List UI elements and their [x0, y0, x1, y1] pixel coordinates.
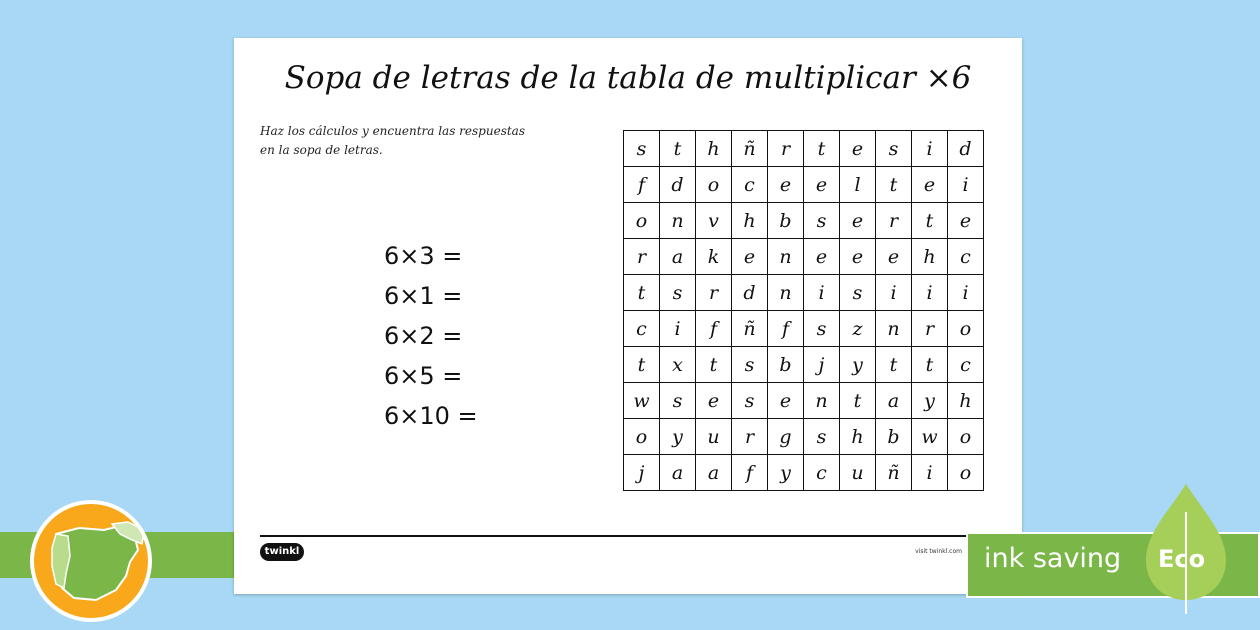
grid-cell: y: [912, 383, 948, 419]
grid-cell: e: [696, 383, 732, 419]
grid-cell: s: [732, 347, 768, 383]
grid-row: [624, 419, 984, 455]
grid-cell: o: [624, 419, 660, 455]
instructions-line-2: en la sopa de letras.: [260, 143, 383, 157]
grid-cell: c: [948, 347, 984, 383]
grid-cell: r: [732, 419, 768, 455]
grid-cell: n: [660, 203, 696, 239]
grid-cell: d: [732, 275, 768, 311]
grid-cell: t: [804, 131, 840, 167]
grid-cell: d: [948, 131, 984, 167]
grid-cell: c: [804, 455, 840, 491]
grid-cell: s: [876, 131, 912, 167]
grid-cell: t: [876, 347, 912, 383]
grid-cell: n: [876, 311, 912, 347]
grid-row: [624, 455, 984, 491]
grid-cell: e: [804, 239, 840, 275]
instructions: [260, 122, 590, 160]
grid-cell: w: [912, 419, 948, 455]
grid-cell: h: [840, 419, 876, 455]
grid-row: [624, 203, 984, 239]
grid-cell: e: [876, 239, 912, 275]
problem-item: 6×3 =: [384, 242, 463, 270]
grid-cell: t: [840, 383, 876, 419]
grid-cell: b: [768, 347, 804, 383]
grid-cell: f: [696, 311, 732, 347]
problem-item: 6×1 =: [384, 282, 463, 310]
grid-cell: c: [948, 239, 984, 275]
grid-cell: a: [660, 239, 696, 275]
grid-row: [624, 311, 984, 347]
problem-list: [384, 236, 504, 436]
grid-row: [624, 383, 984, 419]
grid-cell: a: [660, 455, 696, 491]
twinkl-logo: twinkl: [260, 543, 304, 561]
grid-cell: t: [660, 131, 696, 167]
grid-cell: c: [732, 167, 768, 203]
grid-cell: r: [696, 275, 732, 311]
grid-cell: o: [948, 311, 984, 347]
grid-cell: y: [660, 419, 696, 455]
grid-row: [624, 275, 984, 311]
grid-cell: d: [660, 167, 696, 203]
spain-map-badge: [30, 500, 152, 622]
grid-cell: e: [804, 167, 840, 203]
spain-map-icon: [34, 504, 148, 618]
grid-cell: j: [624, 455, 660, 491]
grid-cell: z: [840, 311, 876, 347]
grid-cell: s: [804, 419, 840, 455]
grid-cell: t: [912, 203, 948, 239]
grid-cell: t: [696, 347, 732, 383]
grid-cell: i: [912, 275, 948, 311]
grid-cell: o: [948, 455, 984, 491]
grid-cell: f: [624, 167, 660, 203]
grid-row: [624, 131, 984, 167]
grid-cell: n: [804, 383, 840, 419]
grid-cell: s: [660, 383, 696, 419]
grid-cell: i: [660, 311, 696, 347]
grid-cell: k: [696, 239, 732, 275]
grid-cell: i: [948, 167, 984, 203]
grid-cell: s: [660, 275, 696, 311]
grid-cell: s: [840, 275, 876, 311]
grid-cell: y: [840, 347, 876, 383]
grid-cell: f: [768, 311, 804, 347]
grid-cell: e: [768, 167, 804, 203]
grid-cell: t: [624, 275, 660, 311]
grid-cell: u: [696, 419, 732, 455]
grid-cell: e: [840, 203, 876, 239]
word-search-grid: [623, 130, 984, 491]
grid-cell: e: [912, 167, 948, 203]
grid-cell: r: [768, 131, 804, 167]
footer-divider: [260, 535, 996, 537]
grid-cell: w: [624, 383, 660, 419]
grid-cell: a: [876, 383, 912, 419]
problem-item: 6×2 =: [384, 322, 463, 350]
grid-cell: ñ: [732, 311, 768, 347]
grid-cell: n: [768, 239, 804, 275]
grid-cell: l: [840, 167, 876, 203]
problem-item: 6×5 =: [384, 362, 463, 390]
grid-cell: e: [840, 131, 876, 167]
grid-cell: r: [624, 239, 660, 275]
grid-cell: s: [804, 311, 840, 347]
grid-cell: h: [696, 131, 732, 167]
grid-cell: s: [732, 383, 768, 419]
instructions-line-1: Haz los cálculos y encuentra las respuestas: [260, 124, 525, 138]
grid-cell: i: [948, 275, 984, 311]
grid-cell: v: [696, 203, 732, 239]
grid-cell: t: [876, 167, 912, 203]
grid-cell: ñ: [876, 455, 912, 491]
grid-cell: h: [948, 383, 984, 419]
worksheet-page: [234, 38, 1022, 594]
grid-cell: i: [912, 131, 948, 167]
grid-cell: b: [876, 419, 912, 455]
grid-cell: j: [804, 347, 840, 383]
ink-saving-label: ink saving: [984, 543, 1122, 574]
grid-cell: e: [840, 239, 876, 275]
grid-cell: n: [768, 275, 804, 311]
grid-cell: i: [912, 455, 948, 491]
grid-cell: s: [624, 131, 660, 167]
grid-cell: o: [624, 203, 660, 239]
problem-item: 6×10 =: [384, 402, 478, 430]
grid-cell: i: [804, 275, 840, 311]
grid-cell: t: [624, 347, 660, 383]
grid-cell: e: [732, 239, 768, 275]
grid-cell: e: [948, 203, 984, 239]
grid-row: [624, 239, 984, 275]
grid-cell: h: [732, 203, 768, 239]
grid-row: [624, 347, 984, 383]
grid-cell: o: [696, 167, 732, 203]
grid-cell: c: [624, 311, 660, 347]
visit-link-text: visit twinkl.com: [915, 548, 962, 555]
grid-cell: t: [912, 347, 948, 383]
grid-cell: b: [768, 203, 804, 239]
grid-cell: a: [696, 455, 732, 491]
grid-cell: r: [912, 311, 948, 347]
grid-row: [624, 167, 984, 203]
grid-cell: e: [768, 383, 804, 419]
eco-label: Eco: [1158, 545, 1206, 573]
grid-cell: o: [948, 419, 984, 455]
grid-cell: s: [804, 203, 840, 239]
grid-cell: f: [732, 455, 768, 491]
grid-cell: ñ: [732, 131, 768, 167]
grid-cell: x: [660, 347, 696, 383]
grid-cell: i: [876, 275, 912, 311]
worksheet-title: Sopa de letras de la tabla de multiplicar ×6: [284, 60, 972, 96]
grid-cell: r: [876, 203, 912, 239]
grid-cell: h: [912, 239, 948, 275]
grid-cell: u: [840, 455, 876, 491]
grid-cell: y: [768, 455, 804, 491]
grid-cell: g: [768, 419, 804, 455]
